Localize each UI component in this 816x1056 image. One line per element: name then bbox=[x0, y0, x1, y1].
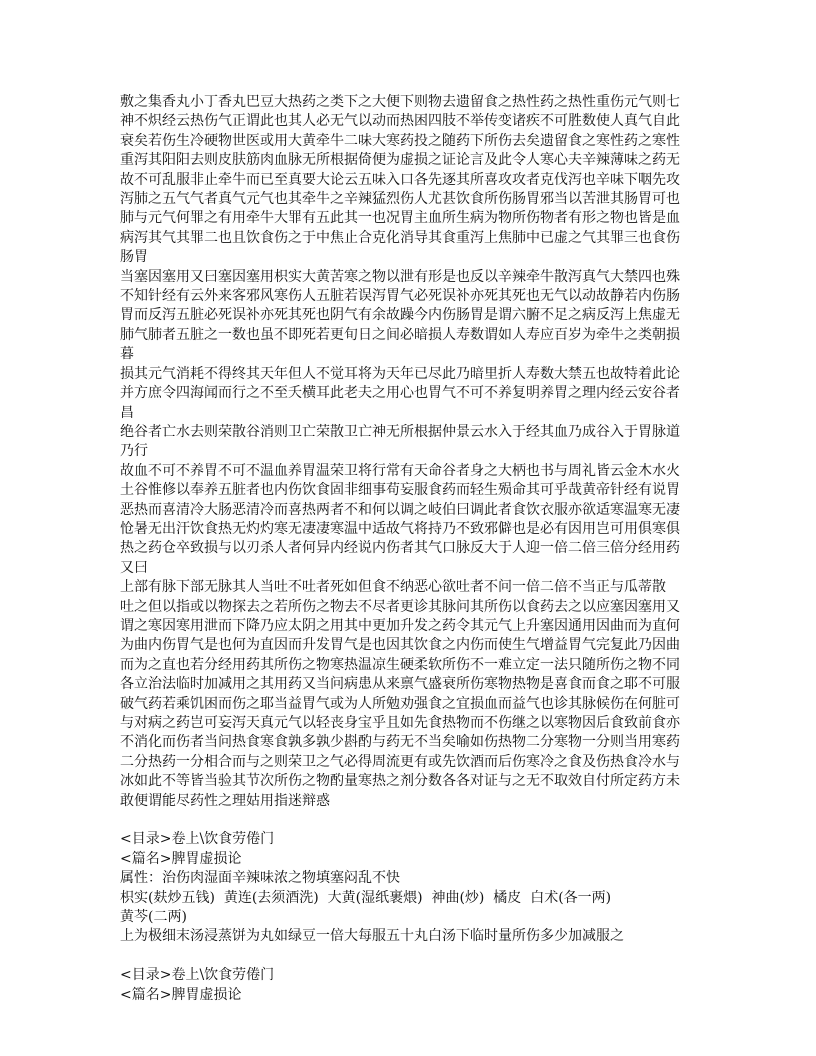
attribute-line: 属性：治伤肉湿面辛辣味浓之物填塞闷乱不快 bbox=[120, 870, 400, 887]
ingredients-line: 枳实(麸炒五钱) 黄连(去须酒洗) 大黄(湿纸裹煨) 神曲(炒) 橘皮 白术(各一两) bbox=[120, 889, 612, 906]
paragraph: 故血不可不养胃不可不温血养胃温荣卫将行常有天命谷者身之大柄也书与周礼皆云金木水火土谷惟修以奉养五脏者也内伤饮食固非细事苟妄服食药而轻生殒命其可乎哉黄帝针经有说胃恶热而喜清冷大肠恶清冷而喜热两者不和何以调之岐伯曰调此者食饮衣服亦欲适寒温寒无凄怆暑无出汗饮食热无灼灼寒无凄凄寒温中适故气将持乃不致邪僻也是必有因用岂可用俱寒俱热之药仓卒致损与以刃杀人者何异内经说内伤者其气口脉反大于人迎一倍二倍三倍分经用药又曰 bbox=[120, 462, 680, 576]
blank-line bbox=[120, 947, 686, 966]
section-title: <篇名>脾胃虚损论 bbox=[120, 850, 242, 867]
toc-line: <目录>卷上\饮食劳倦门 bbox=[120, 967, 275, 984]
paragraph: 绝谷者亡水去则荣散谷消则卫亡荣散卫亡神无所根据仲景云水入于经其血乃成谷入于胃脉道乃行 bbox=[120, 423, 680, 460]
paragraph: 当塞因塞用又曰塞因塞用枳实大黄苦寒之物以泄有形是也反以辛辣牵牛散泻真气大禁四也殊不知针经有云外来客邪风寒伤人五脏若误泻胃气必死误补亦死其死也无气以动故静若内伤肠胃而反泻五脏必死误补亦死其死也阴气有余故躁今内伤肠胃是谓六腑不足之病反泻上焦虚无肺气肺者五脏之一数也虽不即死若更旬日之间必暗损人寿数谓如人寿应百岁为牵牛之类朝损暮 bbox=[120, 268, 680, 363]
toc-line: <目录>卷上\饮食劳倦门 bbox=[120, 831, 275, 848]
usage-line: 上为极细末汤浸蒸饼为丸如绿豆一倍大每服五十丸白汤下临时量所伤多少加减服之 bbox=[120, 928, 624, 945]
blank-line bbox=[120, 811, 686, 830]
paragraph: 吐之但以指或以物探去之若所伤之物去不尽者更诊其脉问其所伤以食药去之以应塞因塞用又谓之寒因寒用泄而下降乃应太阴之用其中更加升发之药令其元气上升塞因通用因曲而为直何为曲内伤胃气是也何为直因而升发胃气是也因其饮食之内伤而使生气增益胃气完复此乃因曲而为之直也若分经用药其所伤之物寒热温凉生硬柔软所伤不一难立定一法只随所伤之物不同各立治法临时加减用之其用药又当问病患从来禀气盛衰所伤寒物热物是喜食而食之耶不可服破气药若乘饥困而伤之耶当益胃气或为人所勉劝强食之宜损血而益气也诊其脉候伤在何脏可与对病之药岂可妄泻天真元气以轻丧身宝乎且如先食热物而不伤继之以寒物因后食致前食亦不消化而伤者当问热食寒食孰多孰少斟酌与药无不当矣喻如伤热物二分寒物一分则当用寒药二分热药一分相合而与之则荣卫之气必得周流更有或先饮酒而后伤寒冷之食及伤热食冷水与冰如此不等皆当验其节次所伤之物酌量寒热之剂分数各各对证与之无不取效自付所定药方未敢便谓能尽药性之理姑用指迷辩惑 bbox=[120, 598, 680, 809]
section-title: <篇名>脾胃虚损论 bbox=[120, 986, 242, 1003]
paragraph: 上部有脉下部无脉其人当吐不吐者死如但食不纳恶心欲吐者不问一倍二倍不当正与瓜蒂散 bbox=[120, 579, 666, 596]
paragraph: 敷之集香丸小丁香丸巴豆大热药之类下之大便下则物去遗留食之热性药之热性重伤元气则七神不炽经云热伤气正谓此也其人必无气以动而热困四肢不举传变诸疾不可胜数使人真气自此衰矣若伤生冷硬物世医或用大黄牵牛二味大寒药投之随药下所伤去矣遗留食之寒性药之寒性重泻其阳阳去则皮肤筋肉血脉无所根据倚便为虚损之证论言及此令人寒心夫辛辣薄味之药无故不可乱服非止牵牛而已至真要大论云五味入口各先逐其所喜攻攻者克伐泻也辛味下咽先攻泻肺之五气气者真气元气也其牵牛之辛辣猛烈伤人尤甚饮食所伤肠胃邪当以苦泄其肠胃可也肺与元气何罪之有用牵牛大罪有五此其一也况胃主血所生病为物所伤物者有形之物也皆是血病泻其气其罪二也且饮食伤之于中焦止合克化消导其食重泻上焦肺中已虚之气其罪三也食伤肠胃 bbox=[120, 94, 680, 266]
paragraph: 损其元气消耗不得终其天年但人不觉耳将为天年已尽此乃暗里折人寿数大禁五也故特着此论并方庶令四海闻而行之不至夭横耳此老夫之用心也胃气不可不养复明养胃之理内经云安谷者昌 bbox=[120, 365, 680, 421]
document-page bbox=[120, 93, 686, 1005]
ingredients-line: 黄芩(二两) bbox=[120, 909, 187, 926]
